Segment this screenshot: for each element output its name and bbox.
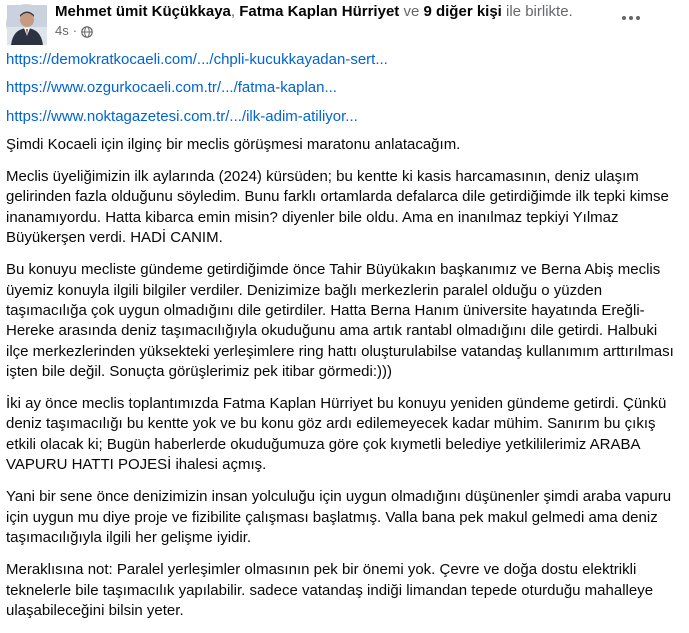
link-demokratkocaeli[interactable]: https://demokratkocaeli.com/.../chpli-kucukkayadan-sert... [6,51,388,68]
avatar[interactable] [6,4,46,44]
post-meta [55,22,93,40]
more-options-icon[interactable] [613,6,649,30]
tagged-user-name[interactable]: Fatma Kaplan Hürriyet [239,3,400,20]
post-timestamp[interactable]: 4s [55,23,69,38]
separator: , [230,3,236,20]
link-noktagazetesi[interactable]: https://www.noktagazetesi.com.tr/.../ilk-adim-atiliyor... [6,107,358,125]
post-paragraph: Şimdi Kocaeli için ilginç bir meclis görüşmesi maratonu anlatacağım. [6,135,461,153]
post-paragraph: Bu konuyu mecliste gündeme getirdiğimde önce Tahir Büyükakın başkanımız ve Berna Abiş meclis üyemiz konuyla ilgili bilgiler verdiler. Denizimize bağlı merkezlerin paralel olduğu o yüzden taşımacılığa çok uygun olmadığını dile getirdiler. Hatta Berna Hanım üniversite hayatında Ereğli-Hereke arasında deniz taşımacılığıyla okuduğunu ama artık rantabl olmadığını dile getirdi. Halbuki ilçe merkezlerinden yüksekteki yerleşimlere ring hattı oluşturulabilse vatandaş kullanımım arttırılması işten bile değil. Sonuçta görüşlerimiz pek itibar görmedi:))) [6,261,674,380]
author-name[interactable]: Mehmet ümit Küçükkaya [55,3,231,20]
meta-dot: · [72,23,78,38]
with-text: ile birlikte. [506,3,573,20]
globe-icon[interactable] [81,25,93,37]
link-ozgurkocaeli[interactable]: https://www.ozgurkocaeli.com.tr/.../fatma-kaplan... [6,79,337,97]
post-paragraph: Meraklısına not: Paralel yerleşimler olmasının pek bir önemi yok. Çevre ve doğa dostu elektrikli teknelerle bile taşımacılık yapılabilir. sadece vatandaş indiği limandan tepede oturduğu mahalleye ulaşabileceğini bilsin yeter. [6,561,654,619]
post-paragraph: Meclis üyeliğimizin ilk aylarında (2024) kürsüden; bu kentte ki kasis harcamasının, deniz ulaşım gelirinden fazla olduğunu söyledim. Bunu farklı ortamlarda defalarca dile getirdiğimde ilk tepki kimse inanamıyordu. Hatta kibarca emin misin? diyenler bile oldu. Ama en inanılmaz tepkiyi Yılmaz Büyükerşen verdi. HADİ CANIM. [6,168,669,247]
profile-photo [7,5,47,45]
and-text: ve [403,3,420,20]
others-link[interactable]: 9 diğer kişi [423,3,502,20]
post-paragraph: İki ay önce meclis toplantımızda Fatma Kaplan Hürriyet bu konuyu yeniden gündeme getirdi. Çünkü deniz taşımacılığı bu kentte yok ve bu konu göz ardı edilemeyecek kadar mühim. Sanırım bu çıkış etkili olacak ki; Bugün haberlerde okuduğumuza göre çok kıymetli belediye yetkililerimiz ARABA VAPURU HATTI POJESİ ihalesi açmış. [6,395,667,474]
post-header [55,2,573,22]
post-paragraph: Yani bir sene önce denizimizin insan yolculuğu için uygun olmadığını düşünenler şimdi araba vapuru için uygun mu diye proje ve fizibilite çalışması başlatmış. Valla bana pek makul gelmedi ama deniz taşımacılığıyla ilgili her gelişme iyidir. [6,488,672,546]
post-content [6,44,676,633]
